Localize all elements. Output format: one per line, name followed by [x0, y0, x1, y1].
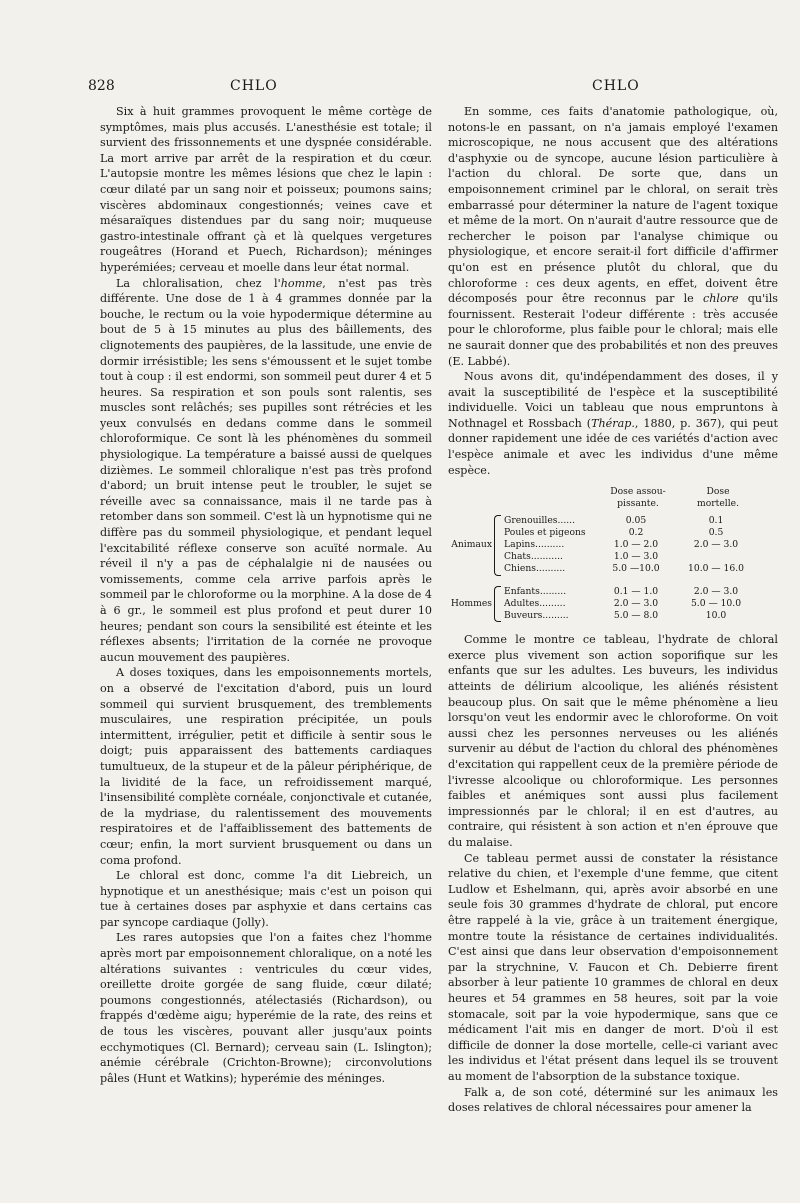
col-header-dose-assoupissante: Dose assou- pissante. [610, 486, 666, 510]
italic-chlore: chlore [702, 292, 739, 306]
paragraph-ce-tableau-permet: Ce tableau permet aussi de constater la résistance relative du chien, et l'exemple d'une femme, que citent Ludlow et Eshelmann, qui, après avoir absorbé en une seule fois 30 grammes d'hydrate de chloral, put encore être rappelé à la vie, grâce à un traitement énergique, montre toute la résistance de certaines individualités. C'est ainsi que dans leur observation d'empoisonnement par la strychnine, V. Faucon et Ch. Debierre firent absorber à leur patiente 10 grammes de chloral en deux heures et 54 grammes en 58 heures, soit par la voie stomacale, soit par la voie hypodermique, sans que ce médicament l'ait mis en danger de mort. D'où il est difficile de donner la dose mortelle, celle-ci variant avec les individus et l'état présent dans lequel ils se trouvent au moment de l'absorption de la substance toxique. [448, 851, 778, 1083]
paragraph-liebreich: Le chloral est donc, comme l'a dit Liebreich, un hypnotique et un anesthésique; mais c'est un poison qui tue à certaines doses par asphyxie et dans certains cas par syncope cardiaque (Jolly). [100, 869, 432, 929]
table-row: Adultes......... 2.0 — 3.0 5.0 — 10.0 [504, 597, 742, 609]
paragraph-en-somme: En somme, ces faits d'anatomie pathologique, où, notons-le en passant, on n'a jamais employé l'examen microscopique, ne nous accusent que des altérations d'asphyxie ou de syncope, aucune lésion particulière à l'action du chloral. De sorte que, dans un empoisonnement criminel par le chloral, on serait très embarrassé pour déterminer la nature de l'agent toxique et même de la mort. On n'aurait d'autre ressource que de rechercher le poison par l'analyse chimique ou physiologique, et encore serait-il fort difficile d'affirmer qu'on est en présence plutôt du chloral, que du chloroforme : ces deux agents, en effet, doivent être décomposés pour être reconnus par le chlore qu'ils fournissent. Resterait l'odeur différente : très accusée pour le chloroforme, plus faible pour le chloral; mais elle ne saurait donner que des probabilités et non des preuves (E. Labbé). [448, 105, 778, 368]
running-head-left: CHLO [230, 78, 278, 94]
italic-therap: Thérap. [591, 416, 635, 430]
table-row: Chats........... 1.0 — 3.0 [504, 551, 659, 563]
group-label: Hommes [450, 597, 492, 609]
table-row: Enfants......... 0.1 — 1.0 2.0 — 3.0 [504, 585, 739, 597]
running-head-right: CHLO [592, 78, 640, 94]
paragraph-nous-avons-dit: Nous avons dit, qu'indépendamment des doses, il y avait la susceptibilité de l'espèce et la susceptibilité individuelle. Voici un tableau que nous empruntons à Nothnagel et Rossbach (Thérap., 1880, p. 367), qui peut donner rapidement une idée de ces variétés d'action avec l'espèce animale et avec les individus d'une même espèce. [448, 370, 778, 477]
paragraph-six-huit: Six à huit grammes provoquent le même cortège de symptômes, mais plus accusés. L'anesthésie est totale; il survient des frissonnements et une dyspnée considérable. La mort arrive par arrêt de la respiration et du cœur. L'autopsie montre les mêmes lésions que chez le lapin : cœur dilaté par un sang noir et poisseux; poumons sains; viscères abdominaux congestionnés; veines cave et mésaraïques distendues par du sang noir; muqueuse gastro-intestinale offrant çà et là quelques vergetures rougeâtres (Horand et Puech, Richardson); méninges hyperémiées; cerveau et moelle dans leur état normal. [100, 105, 432, 274]
paragraph-comme-le-montre: Comme le montre ce tableau, l'hydrate de chloral exerce plus vivement son action soporifique sur les enfants que sur les adultes. Les buveurs, les individus atteints de délirium alcoolique, les aliénés résistent beaucoup plus. On sait que le même phénomène a lieu lorsqu'on veut les endormir avec le chloroforme. On voit aussi chez les personnes nerveuses ou les aliénés survenir au début de l'action du chloral des phénomènes d'excitation qui rappellent ceux de la première période de l'ivresse alcoolique ou chloroformique. Les personnes faibles et anémiques sont aussi plus facilement impressionnés par le chloral; il en est d'autres, au contraire, qui résistent à son action et n'en éprouve que du malaise. [448, 633, 778, 849]
paragraph-falk: Falk a, de son coté, déterminé sur les animaux les doses relatives de chloral nécessaires pour amener la [448, 1085, 778, 1115]
brace [494, 515, 501, 576]
table-row: Buveurs......... 5.0 — 8.0 10.0 [504, 610, 727, 622]
page-number: 828 [88, 78, 115, 94]
dose-table-header [448, 486, 778, 510]
page-header [0, 78, 800, 102]
right-column [448, 104, 778, 1116]
brace [494, 586, 501, 623]
table-row: Grenouilles...... 0.05 0.1 [504, 514, 724, 526]
dose-table [448, 486, 778, 622]
dose-group-hommes [448, 586, 778, 623]
paragraph-doses-toxiques: A doses toxiques, dans les empoisonnements mortels, on a observé de l'excitation d'abord, puis un lourd sommeil qui survient brusquement, des tremblements musculaires, une respiration précipitée, un pouls intermittent, irrégulier, petit et difficile à sentir sous le doigt; puis apparaissent des battements cardiaques tumultueux, de la stupeur et de la pâleur périphérique, de la lividité de la face, un refroidissement marqué, l'insensibilité complète cornéale, conjonctivale et cutanée, de la mydriase, du ralentissement des mouvements respiratoires et de l'affaiblissement des battements de cœur; enfin, la mort survient brusquement ou dans un coma profond. [100, 666, 432, 867]
table-row: Chiens.......... 5.0 —10.0 10.0 — 16.0 [504, 563, 744, 575]
left-column [100, 104, 432, 1086]
dose-group-animaux [448, 515, 778, 576]
italic-homme: homme [280, 276, 323, 290]
paragraph-chloralisation-homme: La chloralisation, chez l'homme, n'est pas très différente. Une dose de 1 à 4 grammes donnée par la bouche, le rectum ou la voie hypodermique détermine au bout de 5 à 15 minutes au plus des bâillements, des clignotements des paupières, de la lassitude, une envie de dormir irrésistible; les sens s'émoussent et le sujet tombe tout à coup : il est endormi, son sommeil peut durer 4 et 5 heures. Sa respiration et son pouls sont ralentis, ses muscles sont relâchés; ses pupilles sont rétrécies et les yeux convulsés en dedans comme dans le sommeil chloroformique. Ce sont là les phénomènes du sommeil physiologique. La température a baissé aussi de quelques dizièmes. Le sommeil chloralique n'est pas très profond d'abord; un bruit intense peut le troubler, le sujet se réveille avec sa connaissance, mais il ne tarde pas à retomber dans son sommeil. C'est là un hypnotisme qui ne diffère pas du sommeil physiologique, et pendant lequel l'excitabilité réflexe conserve son acuïté normale. Au réveil il n'y a pas de céphalalgie ni de nausées ou vomissements, comme cela arrive parfois après le sommeil par le chloroforme ou la morphine. A la dose de 4 à 6 gr., le sommeil est plus profond et peut durer 10 heures; pendant son cours la sensibilité est éteinte et les réflexes absents; l'irritation de la cornée ne provoque aucun mouvement des paupières. [100, 276, 432, 664]
group-label: Animaux [451, 539, 492, 551]
col-header-dose-mortelle: Dose mortelle. [697, 486, 739, 510]
paragraph-autopsies: Les rares autopsies que l'on a faites chez l'homme après mort par empoisonnement chloralique, on a noté les altérations suivantes : ventricules du cœur vides, oreillette droite gorgée de sang fluide, cœur dilaté; poumons congestionnés, atélectasiés (Richardson), ou frappés d'œdème aigu; hyperémie de la rate, des reins et de tous les viscères, pouvant aller jusqu'aux points ecchymotiques (Cl. Bernard); cerveau sain (L. Islington); anémie cérébrale (Crichton-Browne); circonvolutions pâles (Hunt et Watkins); hyperémie des méninges. [100, 931, 432, 1085]
table-row: Lapins.......... 1.0 — 2.0 2.0 — 3.0 [504, 539, 739, 551]
table-row: Poules et pigeons 0.2 0.5 [504, 526, 724, 538]
